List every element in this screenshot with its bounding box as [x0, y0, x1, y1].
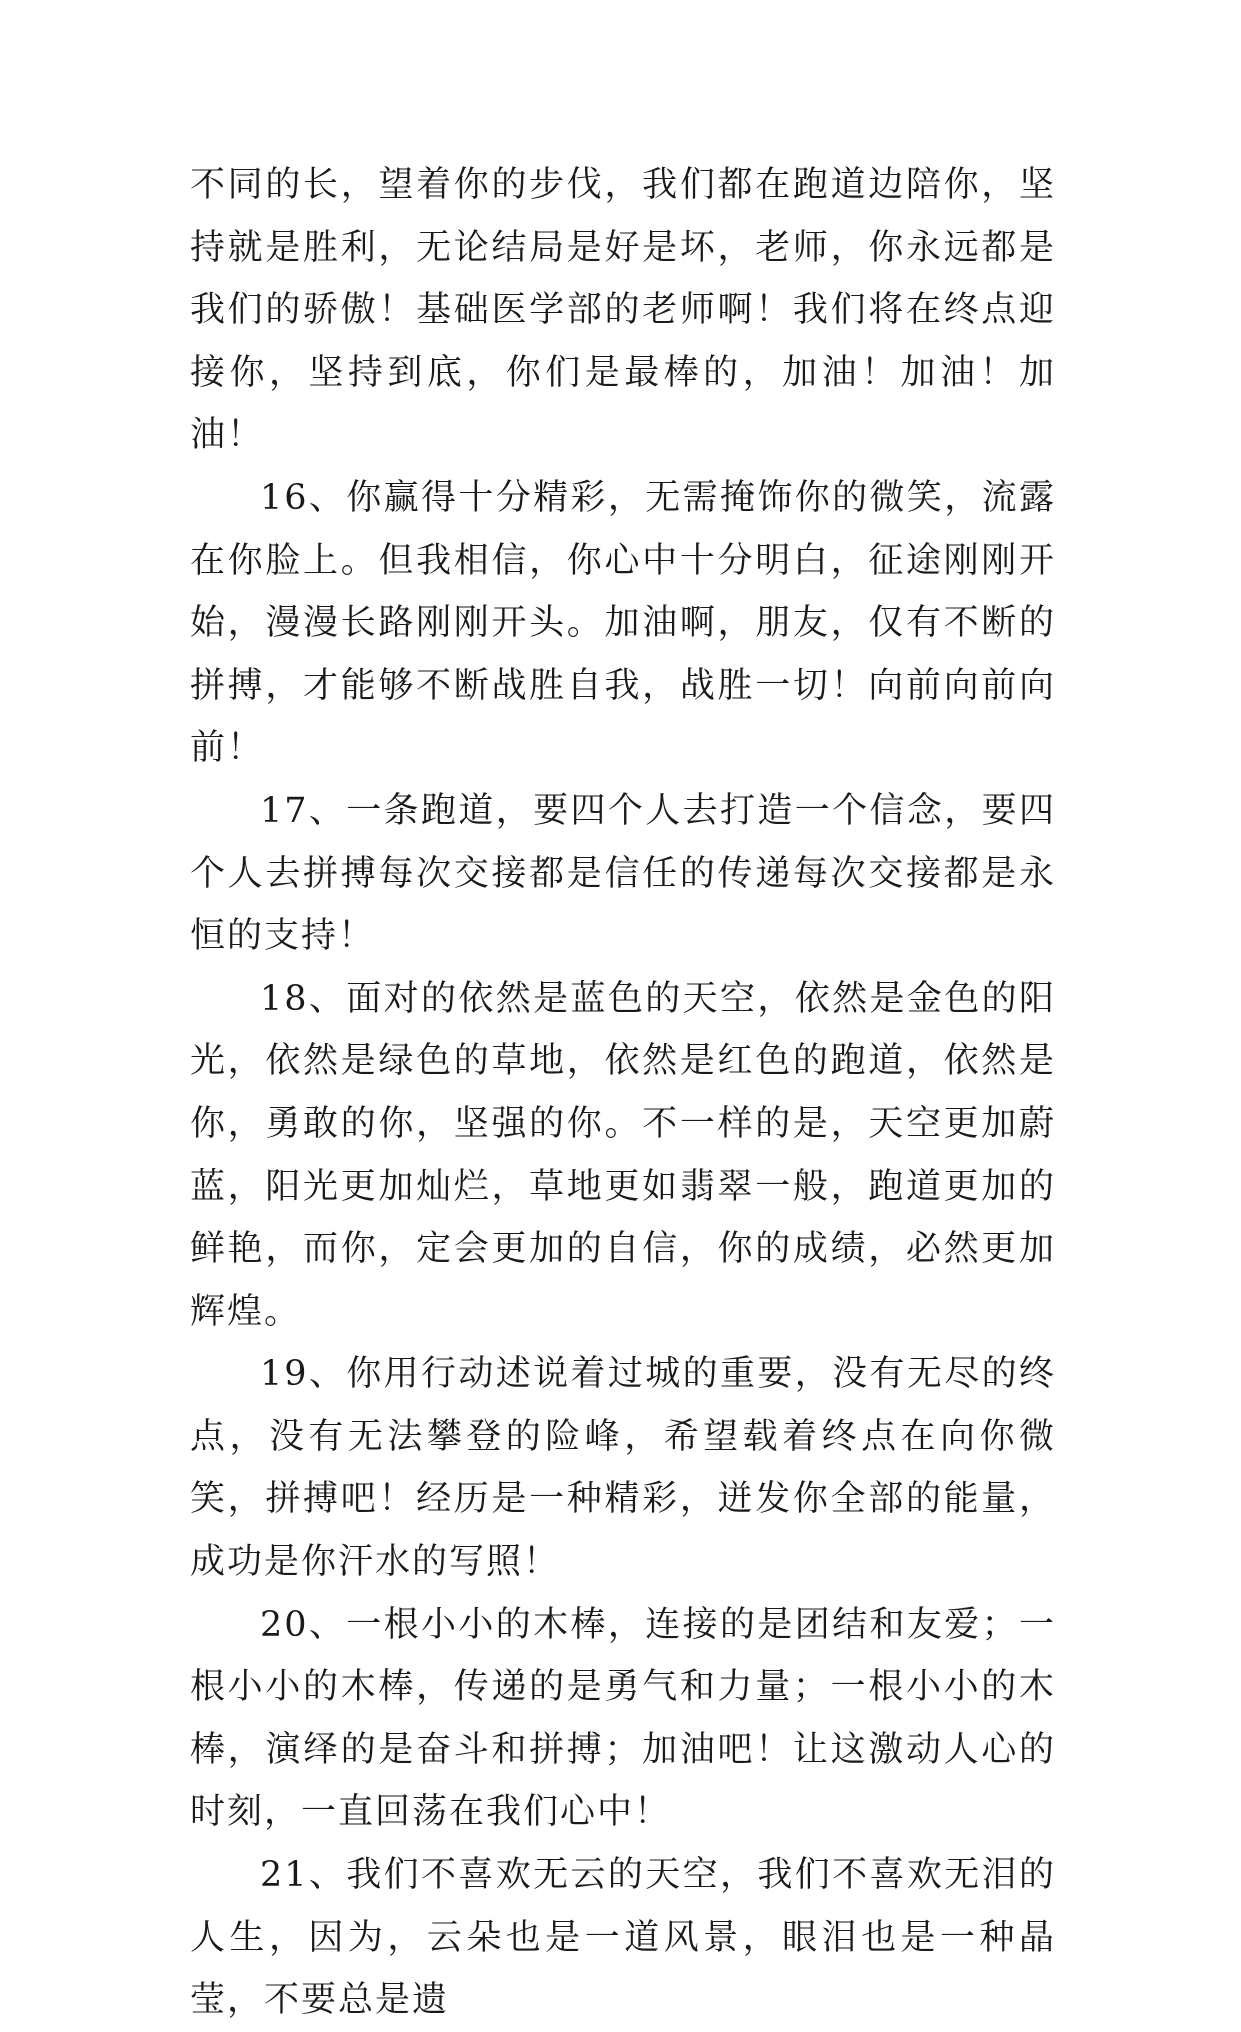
paragraph-21: 21、我们不喜欢无云的天空，我们不喜欢无泪的人生，因为，云朵也是一道风景，眼泪也是一种晶莹，不要总是遗: [190, 1855, 1056, 2021]
paragraph-18: 18、面对的依然是蓝色的天空，依然是金色的阳光，依然是绿色的草地，依然是红色的跑道，依然是你，勇敢的你，坚强的你。不一样的是，天空更加蔚蓝，阳光更加灿烂，草地更如翡翠一般，跑道更加的鲜艳，而你，定会更加的自信，你的成绩，必然更加辉煌。: [190, 978, 1056, 1332]
paragraph-20: 20、一根小小的木棒，连接的是团结和友爱；一根小小的木棒，传递的是勇气和力量；一根小小的木棒，演绎的是奋斗和拼搏；加油吧！让这激动人心的时刻，一直回荡在我们心中！: [190, 1604, 1056, 1833]
paragraph-continuation: 不同的长，望着你的步伐，我们都在跑道边陪你，坚持就是胜利，无论结局是好是坏，老师，你永远都是我们的骄傲！基础医学部的老师啊！我们将在终点迎接你，坚持到底，你们是最棒的，加油！加油！加油！: [190, 165, 1056, 456]
document-body: [190, 154, 1056, 2032]
paragraph-17: 17、一条跑道，要四个人去打造一个信念，要四个人去拼搏每次交接都是信任的传递每次交接都是永恒的支持！: [190, 790, 1056, 957]
paragraph-19: 19、你用行动述说着过城的重要，没有无尽的终点，没有无法攀登的险峰，希望载着终点在向你微笑，拼搏吧！经历是一种精彩，迸发你全部的能量，成功是你汗水的写照！: [190, 1354, 1056, 1583]
paragraph-16: 16、你赢得十分精彩，无需掩饰你的微笑，流露在你脸上。但我相信，你心中十分明白，征途刚刚开始，漫漫长路刚刚开头。加油啊，朋友，仅有不断的拼搏，才能够不断战胜自我，战胜一切！向前向前向前！: [190, 477, 1056, 769]
